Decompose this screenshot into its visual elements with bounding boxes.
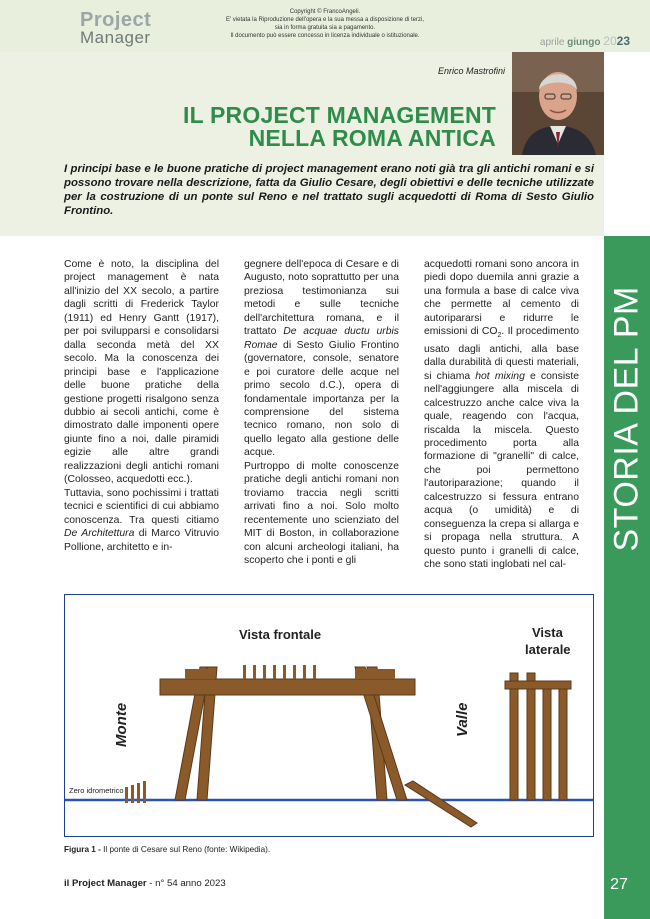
- body-column-2: [244, 258, 399, 567]
- body-column-1: [64, 258, 219, 554]
- footer-magazine: il Project Manager: [64, 878, 147, 889]
- issue-year: 2023: [603, 34, 630, 48]
- issue-month-1: aprile: [539, 37, 565, 48]
- copyright-notice: [190, 8, 460, 40]
- page-number: 27: [610, 876, 628, 893]
- right-cap: [355, 669, 395, 679]
- section-tab-label: STORIA DEL PM: [607, 286, 646, 552]
- article-title: [170, 104, 496, 150]
- page-footer: [64, 878, 226, 889]
- body-column-3: [424, 258, 579, 572]
- issue-date: [540, 34, 630, 48]
- figure-caption: Figura 1 - Il ponte di Cesare sul Reno (fonte: Wikipedia).: [64, 845, 271, 854]
- left-cap: [185, 669, 215, 679]
- figure-label-side-2: laterale: [525, 642, 571, 657]
- figure-label-monte: Monte: [113, 702, 130, 747]
- deck-beam: [160, 679, 415, 695]
- article-abstract: I principi base e le buone pratiche di project management erano noti già tra gli antichi romani e si possono trovare nella descrizione, fatta da Giulio Cesare, degli obiettivi e delle tecniche utilizzate per la costruzione di un ponte sul Reno e nel trattato sugli acquedotti di Roma di Sesto Giulio Frontino.: [64, 163, 594, 217]
- figure-label-valle: Valle: [454, 702, 471, 737]
- copyright-line: E' vietata la Riproduzione dell'opera e la sua messa a disposizione di terzi,: [225, 17, 425, 23]
- author-photo: [512, 52, 604, 155]
- logo-line-1: Project: [80, 9, 152, 31]
- figure-label-side-1: Vista: [532, 625, 563, 640]
- section-tab: [604, 236, 650, 866]
- title-line-1: IL PROJECT MANAGEMENT: [182, 102, 496, 128]
- paragraph: gegnere dell'epoca di Cesare e di Augusto, noto soprattutto per una preziosa testimonianza sui metodi e sulle tecniche dell'architettura romana, e il trattato De acquae ductu urbis Romae di Sesto Giulio Frontino (governatore, console, senatore e poi curatore delle acque nel primo secolo d.C.), opera di fondamentale importanza per la comprensione del sistema tecnico romano, non solo di quello legato alla gestione delle acque.: [244, 259, 399, 459]
- copyright-line: Il documento può essere concesso in licenza individuale o istituzionale.: [230, 33, 420, 39]
- figure-label-zero: Zero idrometrico: [69, 786, 124, 795]
- bridge-figure: [64, 594, 594, 837]
- copyright-line: Copyright © FrancoAngeli.: [289, 9, 361, 15]
- figure-label-front: Vista frontale: [239, 627, 322, 642]
- issue-month-2: giungo: [567, 37, 601, 48]
- footer-issue: - n° 54 anno 2023: [146, 878, 226, 889]
- lateral-view: [505, 673, 571, 800]
- paragraph: Tuttavia, sono pochissimi i trattati tecnici e scientifici di cui abbiamo conoscenza. Tra questi citiamo De Architettura di Marco Vitruvio Pollione, architetto e in-: [64, 487, 219, 553]
- magazine-logo: [80, 10, 170, 46]
- title-line-2: NELLA ROMA ANTICA: [248, 125, 496, 151]
- paragraph: Purtroppo di molte conoscenze pratiche degli antichi romani non troviamo traccia negli scritti arrivati fino a noi. Solo molto recentemente uno scienziato del MIT di Boston, in collaborazione con alcuni archeologi italiani, ha scoperto che i ponti e gli: [244, 460, 399, 566]
- paragraph: acquedotti romani sono ancora in piedi dopo duemila anni grazie a una formula a base di calce viva che permette al cemento di autoripararsi e ridurre le emissioni di $CO_2$. Il procedimento usato dagli antichi, alla base dalla durabilità di questi materiali, si chiama hot mixing e consiste nell'aggiungere alla miscela di calcestruzzo anche calce viva la quale, reagendo con l'acqua, riscalda la miscela. Questo procedimento porta alla formazione di "granelli" di calce, che poi permettono l'autoriparazione; quando il calcestruzzo si fessura entrano acqua (o umidità) e di conseguenza la crepa si allarga e si propaga nella struttura. A questo punto i granelli di calce, che sono stati inglobati nel cal-: [424, 259, 580, 571]
- copyright-line: sia in forma gratuita sia a pagamento.: [274, 25, 376, 31]
- paragraph: Come è noto, la disciplina del project management è nata all'inizio del XX secolo, a partire dagli scritti di Frederick Taylor (1911) ed Henry Gantt (1917), per poi svilupparsi e consolidarsi dalla seconda metà del XX secolo. Ma la conoscenza dei principi base e l'applicazione delle buone pratiche della gestione progetti risalgono senza dubbio ai secoli antichi, come è dimostrato dalle imponenti opere giunte fino a noi, dalle piramidi egizie alle altre grandi realizzazioni degli antichi romani (Colosseo, acquedotti ecc.).: [64, 259, 219, 486]
- logo-line-2: Manager: [80, 28, 151, 47]
- author-name: Enrico Mastrofini: [437, 66, 505, 76]
- deck-posts: [243, 665, 316, 679]
